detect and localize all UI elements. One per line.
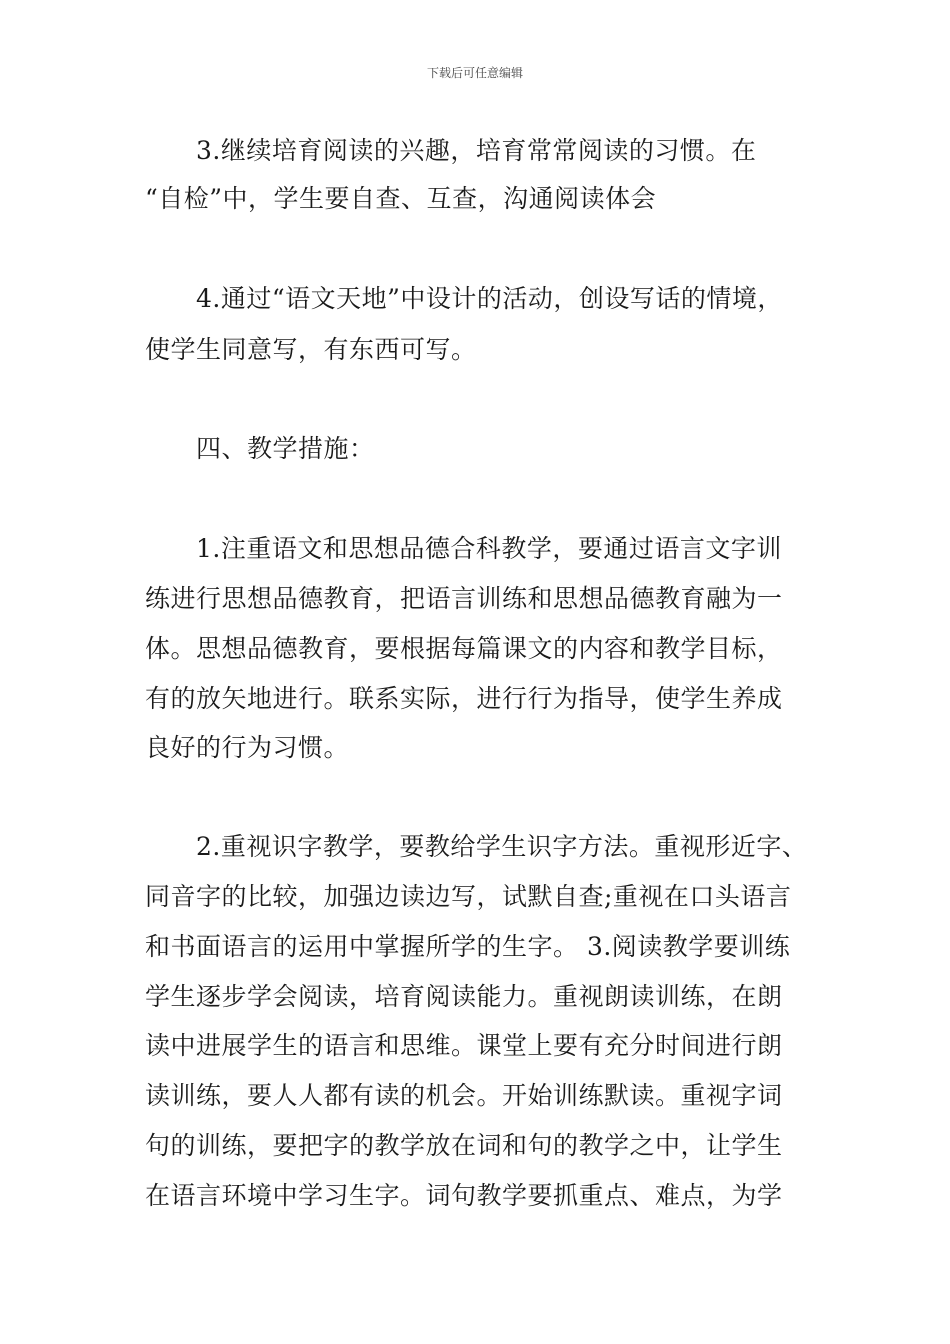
- paragraph-line: 体。思想品德教育，要根据每篇课文的内容和教学目标，: [145, 634, 783, 663]
- paragraph-line: 在语言环境中学习生字。词句教学要抓重点、难点，为学: [145, 1181, 783, 1210]
- paragraph-line: 使学生同意写，有东西可写。: [145, 335, 477, 364]
- paragraph-line: 4.通过“语文天地”中设计的活动，创设写话的情境，: [196, 284, 783, 313]
- paragraph-line: 学生逐步学会阅读，培育阅读能力。重视朗读训练，在朗: [145, 982, 783, 1011]
- paragraph-line: 2.重视识字教学，要教给学生识字方法。重视形近字、: [196, 832, 808, 861]
- paragraph-line: 练进行思想品德教育，把语言训练和思想品德教育融为一: [145, 584, 783, 613]
- paragraph-line: 同音字的比较，加强边读边写，试默自查;重视在口头语言: [145, 882, 792, 911]
- section-heading: 四、教学措施：: [196, 434, 375, 463]
- paragraph-line: “自检”中，学生要自查、互查，沟通阅读体会: [145, 184, 657, 213]
- paragraph-line: 良好的行为习惯。: [145, 733, 350, 762]
- paragraph-line: 3.继续培育阅读的兴趣，培育常常阅读的习惯。在: [196, 136, 757, 165]
- paragraph-line: 有的放矢地进行。联系实际，进行行为指导，使学生养成: [145, 684, 783, 713]
- paragraph-line: 句的训练，要把字的教学放在词和句的教学之中，让学生: [145, 1131, 783, 1160]
- paragraph-line: 和书面语言的运用中掌握所学的生字。 3.阅读教学要训练: [145, 932, 791, 961]
- page-header: 下载后可任意编辑: [426, 66, 523, 80]
- paragraph-line: 读训练，要人人都有读的机会。开始训练默读。重视字词: [145, 1081, 783, 1110]
- paragraph-line: 1.注重语文和思想品德合科教学，要通过语言文字训: [196, 534, 782, 563]
- paragraph-line: 读中进展学生的语言和思维。课堂上要有充分时间进行朗: [145, 1031, 783, 1060]
